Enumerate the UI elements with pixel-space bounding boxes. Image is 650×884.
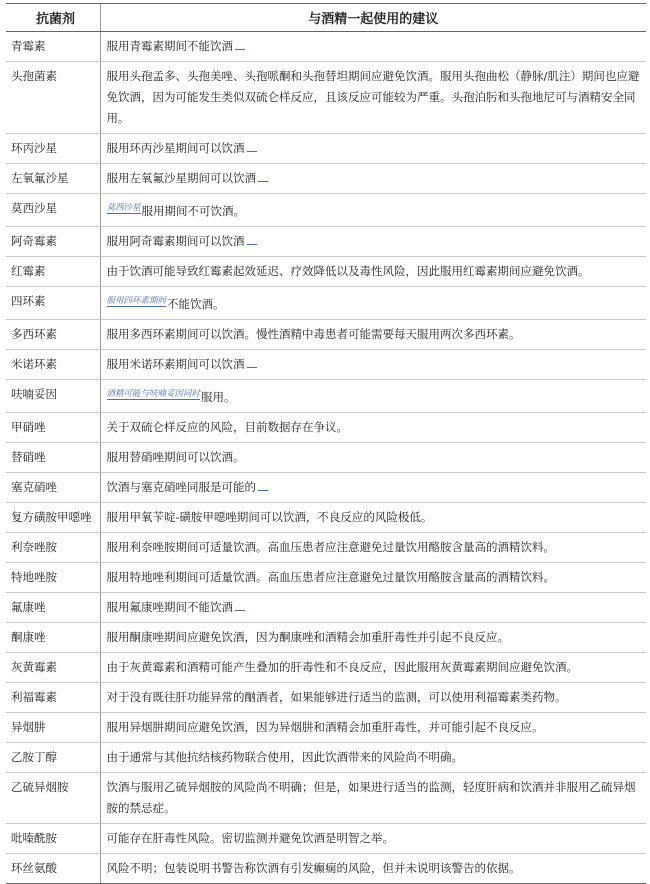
edit-mark-icon	[247, 236, 257, 245]
table-row	[6, 563, 646, 593]
advice-text: 服用青霉素期间不能饮酒	[106, 39, 233, 53]
advice-cell	[100, 350, 646, 380]
advice-cell	[100, 563, 646, 593]
advice-cell	[100, 257, 646, 287]
table-row	[6, 824, 646, 854]
antibiotic-alcohol-table	[6, 3, 646, 884]
advice-text: 对于没有既往肝功能异常的酗酒者，如果能够进行适当的监测，可以使用利福霉素类药物。	[106, 690, 567, 704]
advice-text: 服用米诺环素期间可以饮酒	[106, 357, 245, 371]
advice-cell	[100, 623, 646, 653]
table-row	[6, 62, 646, 134]
drug-name: 莫西沙星	[6, 194, 100, 227]
drug-name: 环丙沙星	[6, 134, 100, 164]
drug-name: 异烟肼	[6, 713, 100, 743]
table-row	[6, 413, 646, 443]
advice-cell	[100, 533, 646, 563]
advice-text: 服用酮康唑期间应避免饮酒，因为酮康唑和酒精会加重肝毒性并引起不良反应。	[106, 630, 509, 644]
drug-name: 酮康唑	[6, 623, 100, 653]
drug-name: 米诺环素	[6, 350, 100, 380]
table-row	[6, 320, 646, 350]
advice-cell	[100, 593, 646, 623]
drug-name: 头孢菌素	[6, 62, 100, 134]
advice-text: 服用利奈唑胺期间可适量饮酒。高血压患者应注意避免过量饮用酪胺含量高的酒精饮料。	[106, 540, 555, 554]
advice-text: 服用。	[201, 390, 236, 404]
table-row	[6, 593, 646, 623]
table-row	[6, 533, 646, 563]
table-row	[6, 134, 646, 164]
drug-name: 利福霉素	[6, 683, 100, 713]
advice-text: 服用甲氧苄啶-磺胺甲噁唑期间可以饮酒，不良反应的风险极低。	[106, 510, 433, 524]
drug-name: 氟康唑	[6, 593, 100, 623]
header-advice: 与酒精一起使用的建议	[100, 4, 646, 32]
table-row	[6, 443, 646, 473]
advice-cell	[100, 683, 646, 713]
advice-cell	[100, 380, 646, 413]
table-header-row	[6, 4, 646, 32]
edit-mark-icon	[235, 602, 245, 611]
drug-name: 乙胺丁醇	[6, 743, 100, 773]
advice-text: 关于双硫仑样反应的风险，目前数据存在争议。	[106, 420, 348, 434]
advice-text: 服用左氧氟沙星期间可以饮酒	[106, 171, 256, 185]
advice-text: 由于通常与其他抗结核药物联合使用，因此饮酒带来的风险尚不明确。	[106, 750, 463, 764]
advice-cell	[100, 743, 646, 773]
edit-mark-icon	[247, 143, 257, 152]
table-row	[6, 683, 646, 713]
drug-name: 青霉素	[6, 32, 100, 62]
drug-name: 乙硫异烟胺	[6, 773, 100, 824]
table-row	[6, 350, 646, 380]
handwritten-annotation: 莫西沙星	[106, 203, 141, 213]
drug-name: 红霉素	[6, 257, 100, 287]
table-row	[6, 623, 646, 653]
drug-name: 利奈唑胺	[6, 533, 100, 563]
drug-name: 四环素	[6, 287, 100, 320]
advice-text: 服用氟康唑期间不能饮酒	[106, 600, 233, 614]
handwritten-annotation: 服用四环素期间	[106, 296, 167, 306]
header-antibiotic: 抗菌剂	[6, 4, 100, 32]
advice-cell	[100, 443, 646, 473]
advice-text: 服用特地唑利期间可适量饮酒。高血压患者应注意避免过量饮用酪胺含量高的酒精饮料。	[106, 570, 555, 584]
drug-name: 左氧氟沙星	[6, 164, 100, 194]
advice-cell	[100, 164, 646, 194]
table-row	[6, 380, 646, 413]
edit-mark-icon	[258, 173, 268, 182]
advice-cell	[100, 227, 646, 257]
advice-cell	[100, 62, 646, 134]
advice-text: 由于灰黄霉素和酒精可能产生叠加的肝毒性和不良反应，因此服用灰黄霉素期间应避免饮酒。	[106, 660, 578, 674]
advice-text: 可能存在肝毒性风险。密切监测并避免饮酒是明智之举。	[106, 831, 394, 845]
drug-name: 环丝氨酸	[6, 854, 100, 884]
table-row	[6, 854, 646, 884]
advice-cell	[100, 653, 646, 683]
advice-cell	[100, 824, 646, 854]
advice-cell	[100, 194, 646, 227]
drug-name: 呋喃妥因	[6, 380, 100, 413]
advice-cell	[100, 773, 646, 824]
drug-name: 复方磺胺甲噁唑	[6, 503, 100, 533]
advice-cell	[100, 134, 646, 164]
advice-cell	[100, 413, 646, 443]
drug-name: 甲硝唑	[6, 413, 100, 443]
drug-name: 塞克硝唑	[6, 473, 100, 503]
advice-cell	[100, 287, 646, 320]
advice-cell	[100, 503, 646, 533]
drug-name: 多西环素	[6, 320, 100, 350]
advice-cell	[100, 473, 646, 503]
table-row	[6, 32, 646, 62]
advice-cell	[100, 32, 646, 62]
table-row	[6, 473, 646, 503]
advice-text: 服用异烟肼期间应避免饮酒，因为异烟肼和酒精会加重肝毒性，并可能引起不良反应。	[106, 720, 544, 734]
advice-cell	[100, 320, 646, 350]
advice-text: 服用阿奇霉素期间可以饮酒	[106, 234, 245, 248]
advice-cell	[100, 713, 646, 743]
table-row	[6, 164, 646, 194]
table-row	[6, 713, 646, 743]
advice-text: 不能饮酒。	[167, 297, 225, 311]
drug-name: 吡嗪酰胺	[6, 824, 100, 854]
edit-mark-icon	[235, 41, 245, 50]
advice-text: 服用替硝唑期间可以饮酒。	[106, 450, 245, 464]
table-row	[6, 773, 646, 824]
table-row	[6, 653, 646, 683]
advice-text: 服用环丙沙星期间可以饮酒	[106, 141, 245, 155]
drug-name: 替硝唑	[6, 443, 100, 473]
advice-text: 服用期间不可饮酒。	[141, 204, 246, 218]
drug-name: 灰黄霉素	[6, 653, 100, 683]
advice-text: 风险不明；包装说明书警告称饮酒有引发癫痫的风险，但并未说明该警告的依据。	[106, 861, 521, 875]
advice-text: 服用头孢孟多、头孢美唑、头孢哌酮和头孢替坦期间应避免饮酒。服用头孢曲松（静脉/肌注）期间也应避免饮酒，因为可能发生类似双硫仑样反应，且该反应可能较为严重。头孢泊肟和头孢地尼可与酒精安全同用。	[106, 69, 640, 125]
drug-name: 阿奇霉素	[6, 227, 100, 257]
table-row	[6, 194, 646, 227]
drug-name: 特地唑胺	[6, 563, 100, 593]
handwritten-annotation: 酒精可能与呋喃妥因同时	[106, 389, 201, 399]
table-row	[6, 287, 646, 320]
edit-mark-icon	[247, 359, 257, 368]
advice-text: 饮酒与塞克硝唑同服是可能的	[106, 480, 256, 494]
advice-text: 饮酒与服用乙硫异烟胺的风险尚不明确；但是，如果进行适当的监测，轻度肝病和饮酒并非服用乙硫异烟胺的禁忌症。	[106, 780, 636, 815]
advice-text: 服用多西环素期间可以饮酒。慢性酒精中毒患者可能需要每天服用两次多西环素。	[106, 327, 521, 341]
table-row	[6, 743, 646, 773]
advice-cell	[100, 854, 646, 884]
table-row	[6, 227, 646, 257]
table-row	[6, 257, 646, 287]
advice-text: 由于饮酒可能导致红霉素起效延迟、疗效降低以及毒性风险，因此服用红霉素期间应避免饮酒。	[106, 264, 590, 278]
table-row	[6, 503, 646, 533]
edit-mark-icon	[258, 482, 268, 491]
